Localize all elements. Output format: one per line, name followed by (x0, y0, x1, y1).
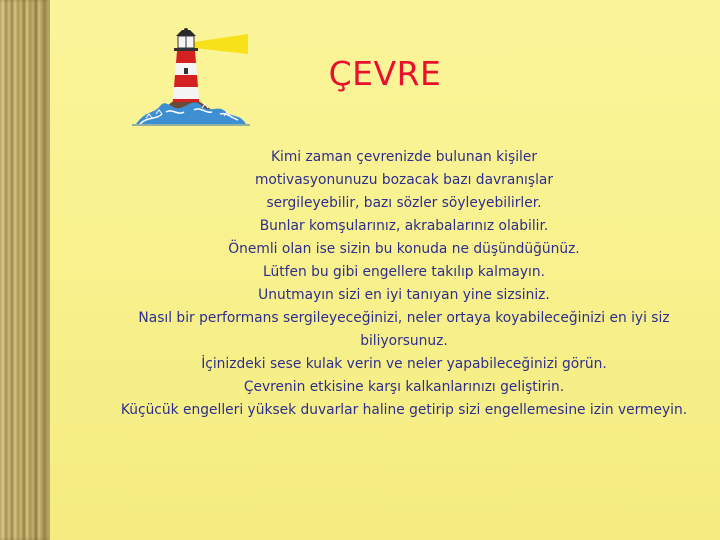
text-line: motivasyonunuzu bozacak bazı davranışlar (254, 172, 554, 188)
text-line: Kimi zaman çevrenizde bulunan kişiler (270, 149, 538, 165)
text-line: Küçücük engelleri yüksek duvarlar haline getirip sizi engellemesine izin vermeyin. (120, 402, 688, 418)
text-line: Çevrenin etkisine karşı kalkanlarınızı geliştirin. (243, 379, 565, 395)
text-line: Lütfen bu gibi engellere takılıp kalmayın. (263, 264, 545, 280)
text-line: Önemli olan ise sizin bu konuda ne düşündüğünüz. (228, 241, 580, 257)
lighthouse-icon (132, 28, 250, 128)
text-line: Unutmayın sizi en iyi tanıyan yine sizsiniz. (258, 287, 550, 303)
text-line: İçinizdeki sese kulak verin ve neler yapabileceğinizi görün. (201, 356, 607, 372)
text-line: Nasıl bir performans sergileyeceğinizi, neler ortaya koyabileceğinizi en iyi siz biliyorsunuz. (138, 310, 670, 349)
text-line: Bunlar komşularınız, akrabalarınız olabilir. (259, 218, 549, 234)
body-text (98, 146, 710, 422)
wood-border (0, 0, 50, 540)
text-line: sergileyebilir, bazı sözler söyleyebilirler. (266, 195, 542, 211)
slide-title: ÇEVRE (328, 54, 442, 93)
